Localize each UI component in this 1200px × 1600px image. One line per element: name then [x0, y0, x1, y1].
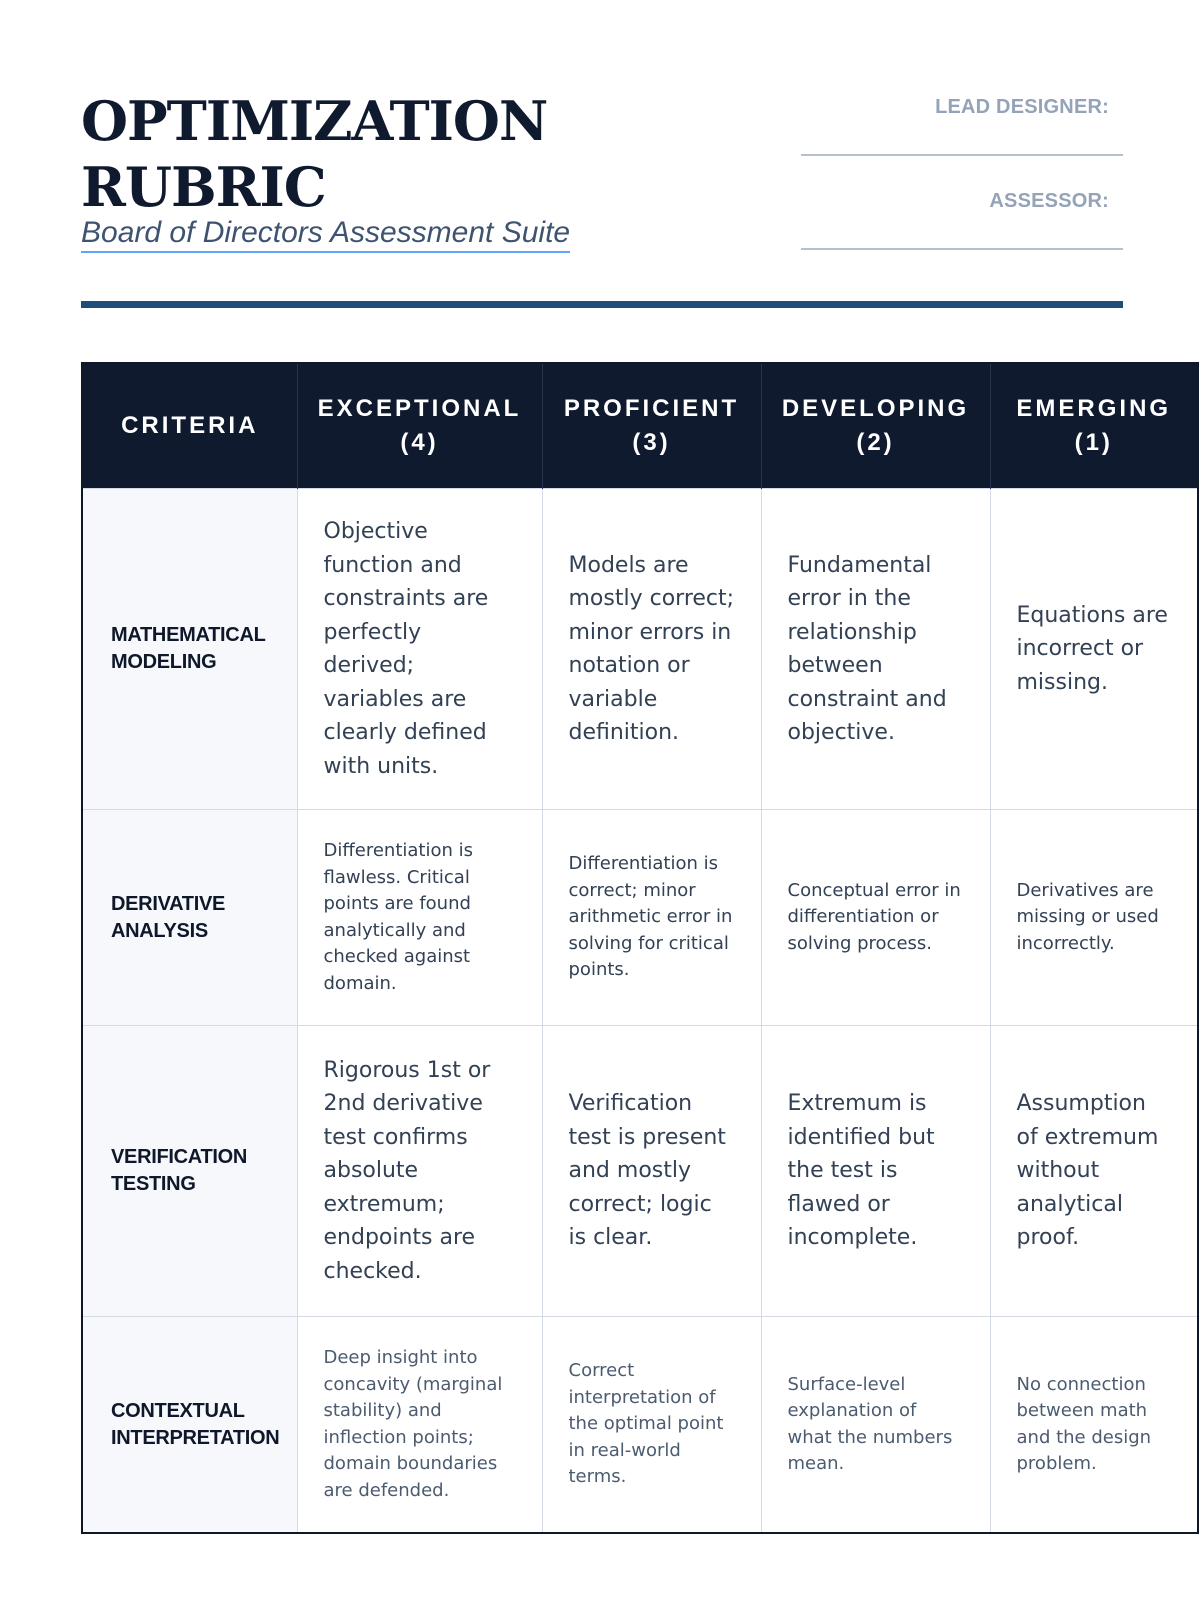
lead-designer-label: LEAD DESIGNER: [935, 96, 1109, 118]
table-row [82, 1026, 1198, 1317]
table-row [82, 489, 1198, 810]
header [81, 80, 1123, 305]
descriptor-cell: Deep insight into concavity (marginal stability) and inflection points; domain boundaries are defended. [297, 1317, 542, 1534]
descriptor-cell: Differentiation is flawless. Critical points are found analytically and checked against domain. [297, 810, 542, 1026]
descriptor-cell: Equations are incorrect or missing. [990, 489, 1198, 810]
criterion-cell [82, 1317, 297, 1534]
subtitle: Board of Directors Assessment Suite [81, 216, 570, 253]
criterion-cell [82, 1026, 297, 1317]
column-header-criteria [82, 363, 297, 489]
criterion-label: ANALYSIS [111, 919, 208, 942]
title-line-1: OPTIMIZATION [81, 89, 548, 153]
column-header-label: CRITERIA [121, 412, 259, 439]
descriptor-cell: Correct interpretation of the optimal point in real-world terms. [542, 1317, 761, 1534]
criterion-label: TESTING [111, 1173, 196, 1195]
column-header-score: (4) [400, 429, 439, 456]
descriptor-cell: Verification test is present and mostly correct; logic is clear. [542, 1026, 761, 1317]
criterion-label: INTERPRETATION [111, 1426, 280, 1449]
criterion-label: MATHEMATICAL [111, 624, 266, 646]
assessor-line[interactable] [801, 248, 1123, 250]
column-header-label: EXCEPTIONAL [317, 395, 522, 422]
signoff-block [801, 96, 1123, 284]
descriptor-cell: Derivatives are missing or used incorrectly. [990, 810, 1198, 1026]
header-divider [81, 301, 1123, 308]
column-header-score: (3) [632, 429, 671, 456]
column-header-exceptional [297, 363, 542, 489]
criterion-cell [82, 489, 297, 810]
column-header-emerging [990, 363, 1198, 489]
column-header-score: (1) [1074, 429, 1113, 456]
column-header-score: (2) [856, 429, 895, 456]
table-row [82, 1317, 1198, 1534]
assessor-label: ASSESSOR: [989, 190, 1109, 212]
lead-designer-field[interactable] [801, 96, 1123, 190]
title-line-2: RUBRIC [81, 155, 326, 219]
criterion-label: MODELING [111, 651, 217, 673]
descriptor-cell: Surface-level explanation of what the numbers mean. [761, 1317, 990, 1534]
column-header-proficient [542, 363, 761, 489]
header-row [82, 363, 1198, 489]
column-header-label: PROFICIENT [563, 395, 740, 422]
descriptor-cell: Rigorous 1st or 2nd derivative test confirms absolute extremum; endpoints are checked. [297, 1026, 542, 1317]
descriptor-cell: Objective function and constraints are perfectly derived; variables are clearly defined with units. [297, 489, 542, 810]
descriptor-cell: Conceptual error in differentiation or solving process. [761, 810, 990, 1026]
rubric-table [81, 362, 1199, 1534]
descriptor-cell: Fundamental error in the relationship between constraint and objective. [761, 489, 990, 810]
descriptor-cell: Assumption of extremum without analytical proof. [990, 1026, 1198, 1317]
column-header-developing [761, 363, 990, 489]
table-row [82, 810, 1198, 1026]
descriptor-cell: Extremum is identified but the test is flawed or incomplete. [761, 1026, 990, 1317]
column-header-label: EMERGING [1016, 395, 1172, 422]
criterion-label: DERIVATIVE [111, 892, 226, 915]
assessor-field[interactable] [801, 190, 1123, 284]
criterion-label: VERIFICATION [111, 1146, 248, 1168]
criterion-cell [82, 810, 297, 1026]
descriptor-cell: No connection between math and the design problem. [990, 1317, 1198, 1534]
column-header-label: DEVELOPING [781, 395, 970, 422]
page-title [81, 88, 601, 220]
lead-designer-line[interactable] [801, 154, 1123, 156]
criterion-label: CONTEXTUAL [111, 1399, 245, 1422]
descriptor-cell: Differentiation is correct; minor arithmetic error in solving for critical points. [542, 810, 761, 1026]
descriptor-cell: Models are mostly correct; minor errors in notation or variable definition. [542, 489, 761, 810]
